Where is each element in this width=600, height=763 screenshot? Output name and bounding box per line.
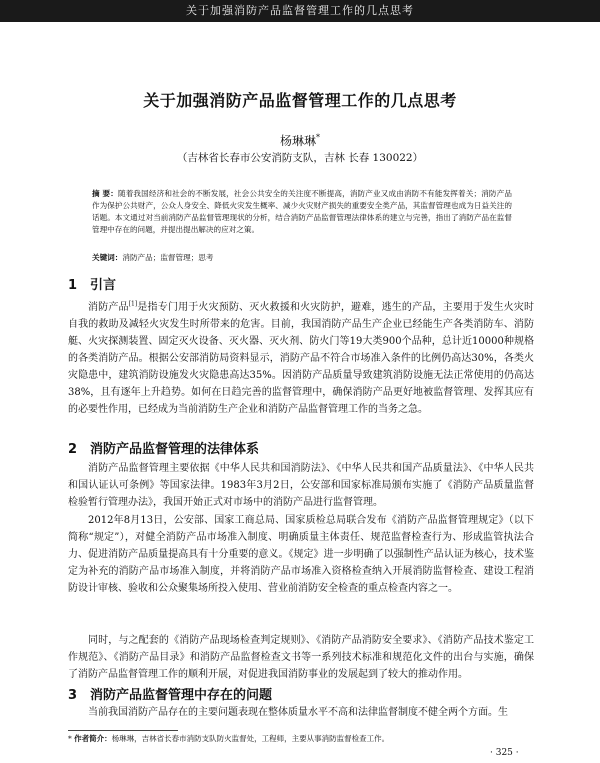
section-2-paragraph-3: 同时，与之配套的《消防产品现场检查判定规则》、《消防产品消防安全要求》、《消防产品技术鉴定工作规范》、《消防产品目录》和消防产品监督检查文书等一系列技术标准和规范化文件的出台与实施，确保了消防产品监督管理工作的顺利开展，对促进我国消防事业的发展起到了较大的推动作用。 [68, 635, 534, 680]
author-footnote-mark: * [316, 133, 320, 142]
footnote-mark: * [68, 734, 72, 743]
section-title: 消防产品监督管理的法律体系 [90, 442, 260, 457]
author-footnote [68, 734, 534, 744]
section-2-paragraph-2: 2012年8月13日，公安部、国家工商总局、国家质检总局联合发布《消防产品监督管理规定》（以下简称“规定”），对健全消防产品市场准入制度、明确质量主体责任、规范监督检查行为、形成监管执法合力、促进消防产品质量提高具有十分重要的意义。《规定》进一步明确了以强制性产品认证为核心，技术鉴定为补充的消防产品市场准入制度，并将消防产品市场准入资格检查纳入开展消防监督检查、建设工程消防设计审核、验收和公众聚集场所投入使用、营业前消防安全检查的重点检查内容之一。 [68, 515, 534, 594]
page-number: · 325 · [490, 748, 519, 758]
section-title: 消防产品监督管理中存在的问题 [90, 688, 273, 703]
keywords [92, 252, 512, 264]
section-title: 引言 [90, 278, 117, 293]
section-number: 1 [68, 278, 78, 293]
section-number: 2 [68, 442, 78, 457]
section-3-paragraph-1: 当前我国消防产品存在的主要问题表现在整体质量水平不高和法律监督制度不健全两个方面。生 [88, 707, 508, 718]
abstract [92, 188, 512, 236]
footnote-divider [68, 730, 178, 731]
section-number: 3 [68, 688, 78, 703]
running-header: 关于加强消防产品监督管理工作的几点思考 [0, 0, 600, 22]
paper-title: 关于加强消防产品监督管理工作的几点思考 [143, 91, 457, 110]
abstract-text: 随着我国经济和社会的不断发展，社会公共安全的关注度不断提高，消防产业又成由消防不有能发挥着关；消防产品作为保护公共财产，公众人身安全、降低火灾发生概率、减少火灾财产损失的重要安全类产品，其监督管理也成为日益关注的话题。本文通过对当前消防产品监督管理现状的分析，结合消防产品监督管理法律体系的建立与完善，指出了消防产品在监督管理中存在的问题，并提出提出解决的应对之策。 [92, 189, 512, 234]
abstract-label: 摘 要： [92, 189, 118, 198]
keywords-text: 消防产品；监督管理；思考 [122, 253, 214, 262]
section-2-paragraph-1: 消防产品监督管理主要依据《中华人民共和国消防法》、《中华人民共和国产品质量法》、《中华人民共和国认证认可条例》等国家法律。1983年3月2日，公安部和国家标准局颁布实施了《消防产品质量监督检验暂行管理办法》，我国开始正式对市场中的消防产品进行监督管理。 [68, 463, 534, 508]
section-1-paragraph-1: 消防产品[1]是指专门用于火灾预防、灭火救援和火灾防护，避难，逃生的产品，主要用于发生火灾时自我的救助及减轻火灾发生时所带来的危害。目前，我国消防产品生产企业已经能生产各类消防车、消防艇、火灾探测装置、固定灭火设备、灭火器、灭火剂、防火门等19大类900个品种，总计近10000种规格的各类消防产品。根据公安部消防局资料显示，消防产品不符合市场准入条件的比例仍高达30%，各类火灾隐患中，建筑消防设施发火灾隐患高达35%。因消防产品质量导致建筑消防设施无法正常使用的仍高达38%，且有逐年上升趋势。如何在日趋完善的监督管理中，确保消防产品更好地被监督管理、发挥其应有的必要性作用，已经成为当前消防生产企业和消防产品监督管理工作的当务之急。 [68, 301, 535, 416]
keywords-label: 关键词： [92, 253, 123, 262]
footnote-text: 杨琳琳，吉林省长春市消防支队防火监督处，工程师，主要从事消防监督检查工作。 [111, 734, 390, 743]
section-heading-2 [68, 438, 259, 457]
author-line [0, 132, 600, 149]
section-heading-1 [68, 274, 116, 293]
citation-marker: [1] [128, 301, 138, 308]
footnote-label: 作者简介： [74, 734, 112, 743]
author-name: 杨琳琳 [279, 134, 316, 148]
section-heading-3 [68, 684, 272, 703]
author-affiliation: （吉林省长春市公安消防支队，吉林 长春 130022） [176, 152, 424, 164]
